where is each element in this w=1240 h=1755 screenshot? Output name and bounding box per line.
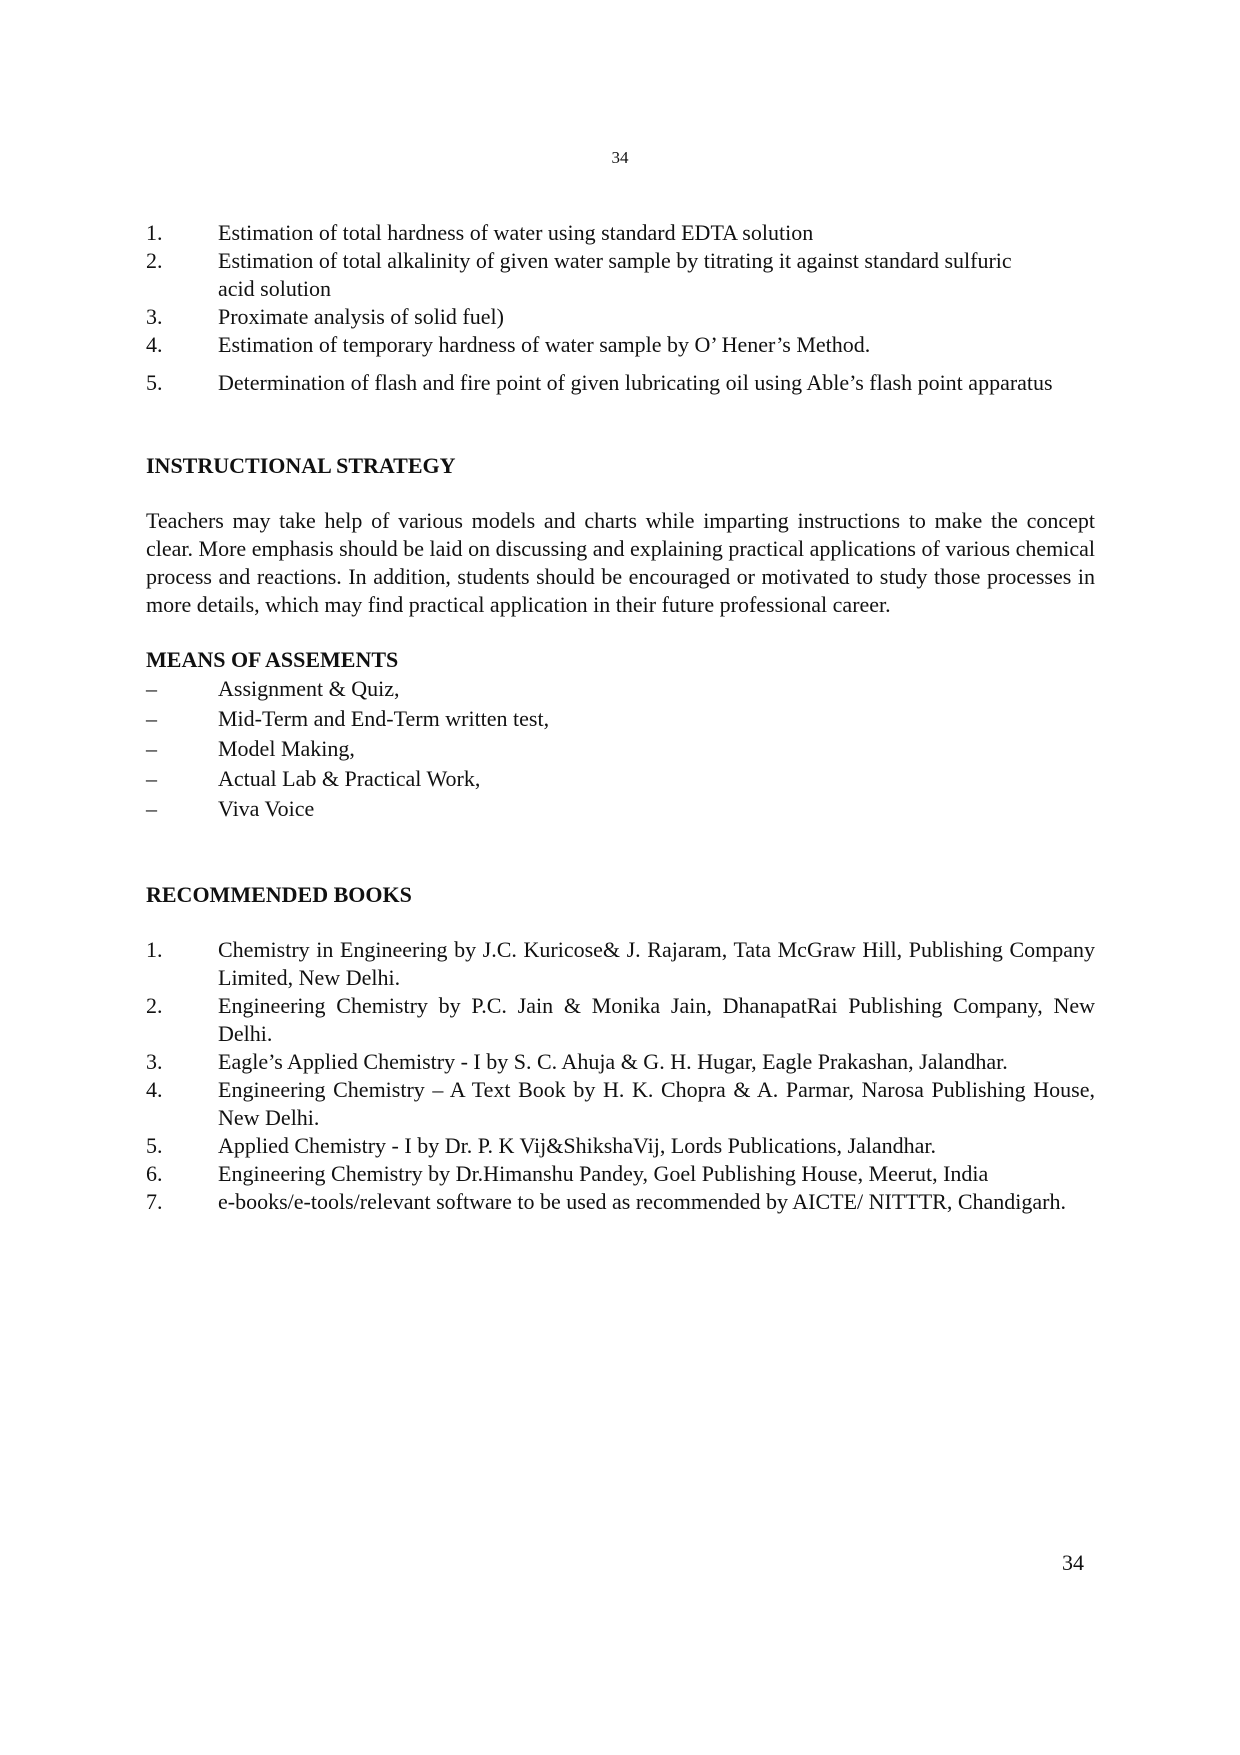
book-item [146, 1160, 1095, 1188]
list-text: e-books/e-tools/relevant software to be used as recommended by AICTE/ NITTTR, Chandigarh. [218, 1189, 1066, 1214]
list-number: 2. [146, 993, 163, 1018]
recommended-books-heading: RECOMMENDED BOOKS [146, 882, 412, 907]
assessment-text: Model Making, [218, 736, 355, 761]
assessment-item [146, 794, 1095, 824]
assessment-item [146, 674, 1095, 704]
list-number: 1. [146, 937, 163, 962]
assessment-item [146, 734, 1095, 764]
experiment-list [146, 219, 1095, 397]
assessment-heading: MEANS OF ASSEMENTS [146, 647, 399, 672]
book-item [146, 1048, 1095, 1076]
list-number: 7. [146, 1189, 163, 1214]
page-number-top: 34 [611, 148, 629, 167]
assessment-list [146, 674, 1095, 824]
experiment-item [146, 369, 1095, 397]
dash-bullet: – [146, 766, 157, 791]
dash-bullet: – [146, 796, 157, 821]
books-list [146, 936, 1095, 1216]
assessment-text: Actual Lab & Practical Work, [218, 766, 481, 791]
list-text: Engineering Chemistry by Dr.Himanshu Pandey, Goel Publishing House, Meerut, India [218, 1161, 989, 1186]
assessment-item [146, 704, 1095, 734]
dash-bullet: – [146, 706, 157, 731]
experiment-item [146, 303, 1095, 331]
list-text: Proximate analysis of solid fuel) [218, 304, 504, 329]
assessment-item [146, 764, 1095, 794]
list-text: Chemistry in Engineering by J.C. Kuricose& J. Rajaram, Tata McGraw Hill, Publishing Company Limited, New Delhi. [218, 937, 1095, 990]
book-item [146, 1132, 1095, 1160]
list-number: 2. [146, 248, 163, 273]
list-number: 4. [146, 332, 163, 357]
book-item [146, 1188, 1095, 1216]
list-number: 5. [146, 370, 163, 395]
list-text: Engineering Chemistry by P.C. Jain & Monika Jain, DhanapatRai Publishing Company, New Delhi. [218, 993, 1095, 1046]
page-content [146, 219, 1095, 1216]
dash-bullet: – [146, 736, 157, 761]
experiment-item [146, 219, 1095, 247]
experiment-item [146, 247, 1095, 303]
assessment-text: Assignment & Quiz, [218, 676, 400, 701]
list-text: Eagle’s Applied Chemistry - I by S. C. Ahuja & G. H. Hugar, Eagle Prakashan, Jalandhar. [218, 1049, 1008, 1074]
list-number: 3. [146, 304, 163, 329]
experiment-item [146, 331, 1095, 359]
list-text: Determination of flash and fire point of given lubricating oil using Able’s flash point apparatus [218, 370, 1053, 395]
list-number: 3. [146, 1049, 163, 1074]
page-number-bottom: 34 [1062, 1550, 1084, 1575]
list-number: 5. [146, 1133, 163, 1158]
book-item [146, 992, 1095, 1048]
book-item [146, 1076, 1095, 1132]
book-item [146, 936, 1095, 992]
list-text: Applied Chemistry - I by Dr. P. K Vij&ShikshaVij, Lords Publications, Jalandhar. [218, 1133, 937, 1158]
list-text: Estimation of temporary hardness of water sample by O’ Hener’s Method. [218, 332, 871, 357]
list-text: Engineering Chemistry – A Text Book by H. K. Chopra & A. Parmar, Narosa Publishing House, New Delhi. [218, 1077, 1095, 1130]
list-number: 6. [146, 1161, 163, 1186]
assessment-text: Viva Voice [218, 796, 315, 821]
assessment-text: Mid-Term and End-Term written test, [218, 706, 550, 731]
list-number: 1. [146, 220, 163, 245]
instructional-strategy-heading: INSTRUCTIONAL STRATEGY [146, 453, 456, 478]
list-text: Estimation of total hardness of water using standard EDTA solution [218, 220, 814, 245]
instructional-strategy-paragraph: Teachers may take help of various models and charts while imparting instructions to make the concept clear. More emphasis should be laid on discussing and explaining practical applications of various chemical process and reactions. In addition, students should be encouraged or motivated to study those processes in more details, which may find practical application in their future professional career. [146, 508, 1095, 617]
list-number: 4. [146, 1077, 163, 1102]
list-text: Estimation of total alkalinity of given water sample by titrating it against standard sulfuric acid solution [218, 248, 1012, 301]
dash-bullet: – [146, 676, 157, 701]
